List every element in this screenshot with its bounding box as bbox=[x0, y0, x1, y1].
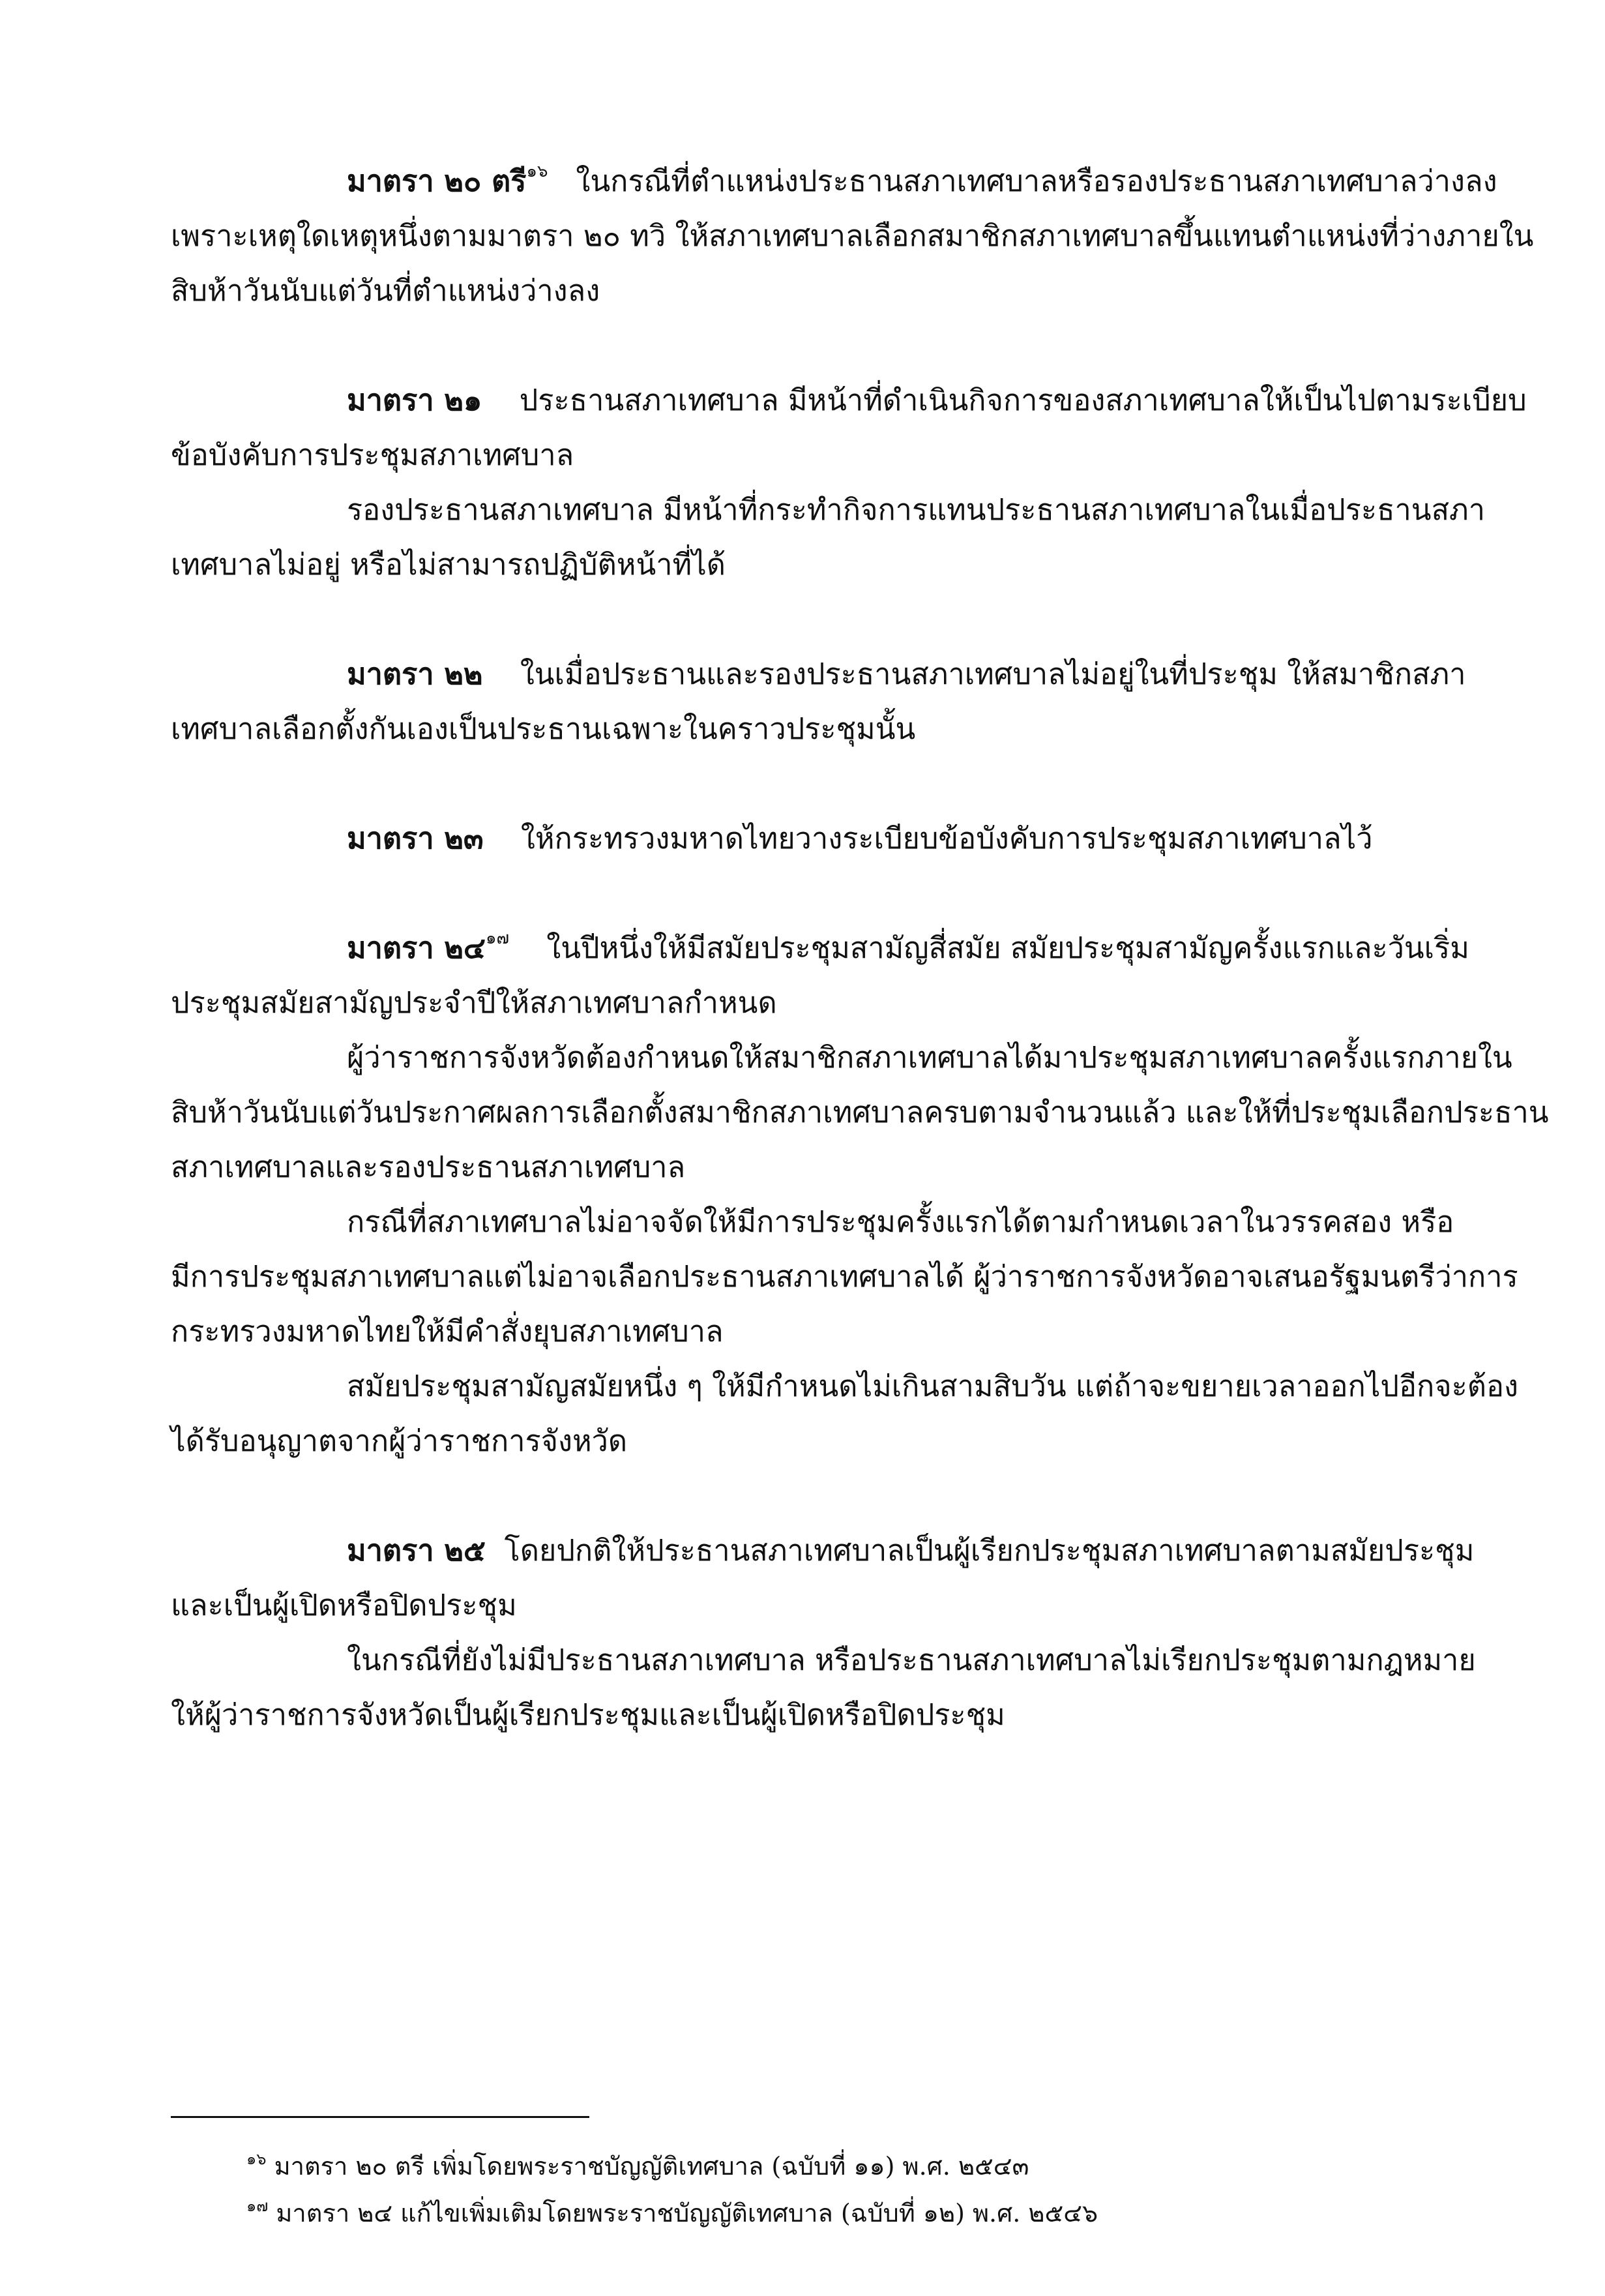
footnote-ref-16: ๑๖ bbox=[526, 162, 548, 181]
section-25-text: โดยปกติให้ประธานสภาเทศบาลเป็นผู้เรียกประชุมสภาเทศบาลตามสมัยประชุม bbox=[504, 1533, 1475, 1568]
section-24-paragraph-3: กรณีที่สภาเทศบาลไม่อาจจัดให้มีการประชุมครั้งแรกได้ตามกำหนดเวลาในวรรคสอง หรือ bbox=[347, 1204, 1454, 1239]
section-24-line: กระทรวงมหาดไทยให้มีคำสั่งยุบสภาเทศบาล bbox=[171, 1314, 724, 1349]
section-24-heading: มาตรา ๒๔ bbox=[347, 931, 486, 965]
section-20-tri-heading: มาตรา ๒๐ ตรี bbox=[347, 164, 527, 198]
section-24-paragraph-4: สมัยประชุมสามัญสมัยหนึ่ง ๆ ให้มีกำหนดไม่เกินสามสิบวัน แต่ถ้าจะขยายเวลาออกไปอีกจะต้อง bbox=[347, 1369, 1518, 1403]
section-23-text: ให้กระทรวงมหาดไทยวางระเบียบข้อบังคับการประชุมสภาเทศบาลไว้ bbox=[520, 821, 1373, 856]
section-20-tri-text: ในกรณีที่ตำแหน่งประธานสภาเทศบาลหรือรองประธานสภาเทศบาลว่างลง bbox=[576, 164, 1497, 198]
section-21-paragraph-2: รองประธานสภาเทศบาล มีหน้าที่กระทำกิจการแทนประธานสภาเทศบาลในเมื่อประธานสภา bbox=[347, 492, 1485, 527]
footnote-17 bbox=[246, 2194, 1098, 2236]
section-24-first-line bbox=[347, 925, 1469, 976]
section-20-tri-line: เพราะเหตุใดเหตุหนึ่งตามมาตรา ๒๐ ทวิ ให้สภาเทศบาลเลือกสมาชิกสภาเทศบาลขึ้นแทนตำแหน่งที่ว่างภายใน bbox=[171, 218, 1534, 253]
section-22-text: ในเมื่อประธานและรองประธานสภาเทศบาลไม่อยู่ในที่ประชุม ให้สมาชิกสภา bbox=[520, 657, 1466, 691]
section-22-line: เทศบาลเลือกตั้งกันเองเป็นประธานเฉพาะในคราวประชุมนั้น bbox=[171, 711, 916, 746]
section-24-line: มีการประชุมสภาเทศบาลแต่ไม่อาจเลือกประธานสภาเทศบาลได้ ผู้ว่าราชการจังหวัดอาจเสนอรัฐมนตรีว่าการ bbox=[171, 1259, 1518, 1294]
section-24-line: สิบห้าวันนับแต่วันประกาศผลการเลือกตั้งสมาชิกสภาเทศบาลครบตามจำนวนแล้ว และให้ที่ประชุมเลือกประธาน bbox=[171, 1095, 1549, 1129]
footnote-16 bbox=[246, 2147, 1029, 2189]
section-25-line: ให้ผู้ว่าราชการจังหวัดเป็นผู้เรียกประชุมและเป็นผู้เปิดหรือปิดประชุม bbox=[171, 1697, 1005, 1732]
section-24-text: ในปีหนึ่งให้มีสมัยประชุมสามัญสี่สมัย สมัยประชุมสามัญครั้งแรกและวันเริ่ม bbox=[546, 931, 1469, 965]
section-24-line: ได้รับอนุญาตจากผู้ว่าราชการจังหวัด bbox=[171, 1424, 628, 1458]
section-24-line: ประชุมสมัยสามัญประจำปีให้สภาเทศบาลกำหนด bbox=[171, 985, 777, 1020]
section-25-heading: มาตรา ๒๕ bbox=[347, 1533, 486, 1568]
section-23-first-line bbox=[347, 815, 1373, 862]
section-23-heading: มาตรา ๒๓ bbox=[347, 821, 484, 856]
section-22-heading: มาตรา ๒๒ bbox=[347, 657, 483, 691]
footnote-17-text: มาตรา ๒๔ แก้ไขเพิ่มเติมโดยพระราชบัญญัติเทศบาล (ฉบับที่ ๑๒) พ.ศ. ๒๕๔๖ bbox=[276, 2199, 1098, 2228]
footnote-ref-17: ๑๗ bbox=[485, 929, 510, 948]
section-21-line: ข้อบังคับการประชุมสภาเทศบาล bbox=[171, 438, 574, 472]
footnote-divider bbox=[171, 2116, 589, 2118]
section-20-tri-first-line bbox=[347, 158, 1497, 209]
footnote-16-marker: ๑๖ bbox=[246, 2150, 267, 2168]
footnote-16-text: มาตรา ๒๐ ตรี เพิ่มโดยพระราชบัญญัติเทศบาล (ฉบับที่ ๑๑) พ.ศ. ๒๕๔๓ bbox=[274, 2152, 1029, 2181]
section-25-paragraph-2: ในกรณีที่ยังไม่มีประธานสภาเทศบาล หรือประธานสภาเทศบาลไม่เรียกประชุมตามกฎหมาย bbox=[347, 1643, 1476, 1677]
section-24-paragraph-2: ผู้ว่าราชการจังหวัดต้องกำหนดให้สมาชิกสภาเทศบาลได้มาประชุมสภาเทศบาลครั้งแรกภายใน bbox=[347, 1040, 1512, 1075]
section-25-first-line bbox=[347, 1527, 1474, 1574]
section-20-tri-line: สิบห้าวันนับแต่วันที่ตำแหน่งว่างลง bbox=[171, 273, 600, 308]
section-21-first-line bbox=[347, 377, 1527, 424]
section-24-line: สภาเทศบาลและรองประธานสภาเทศบาล bbox=[171, 1150, 686, 1184]
section-21-text: ประธานสภาเทศบาล มีหน้าที่ดำเนินกิจการของสภาเทศบาลให้เป็นไปตามระเบียบ bbox=[519, 383, 1527, 417]
section-22-first-line bbox=[347, 651, 1465, 698]
section-21-line: เทศบาลไม่อยู่ หรือไม่สามารถปฏิบัติหน้าที่ได้ bbox=[171, 547, 726, 582]
section-21-heading: มาตรา ๒๑ bbox=[347, 383, 482, 417]
footnote-17-marker: ๑๗ bbox=[246, 2197, 269, 2215]
section-25-line: และเป็นผู้เปิดหรือปิดประชุม bbox=[171, 1588, 517, 1622]
